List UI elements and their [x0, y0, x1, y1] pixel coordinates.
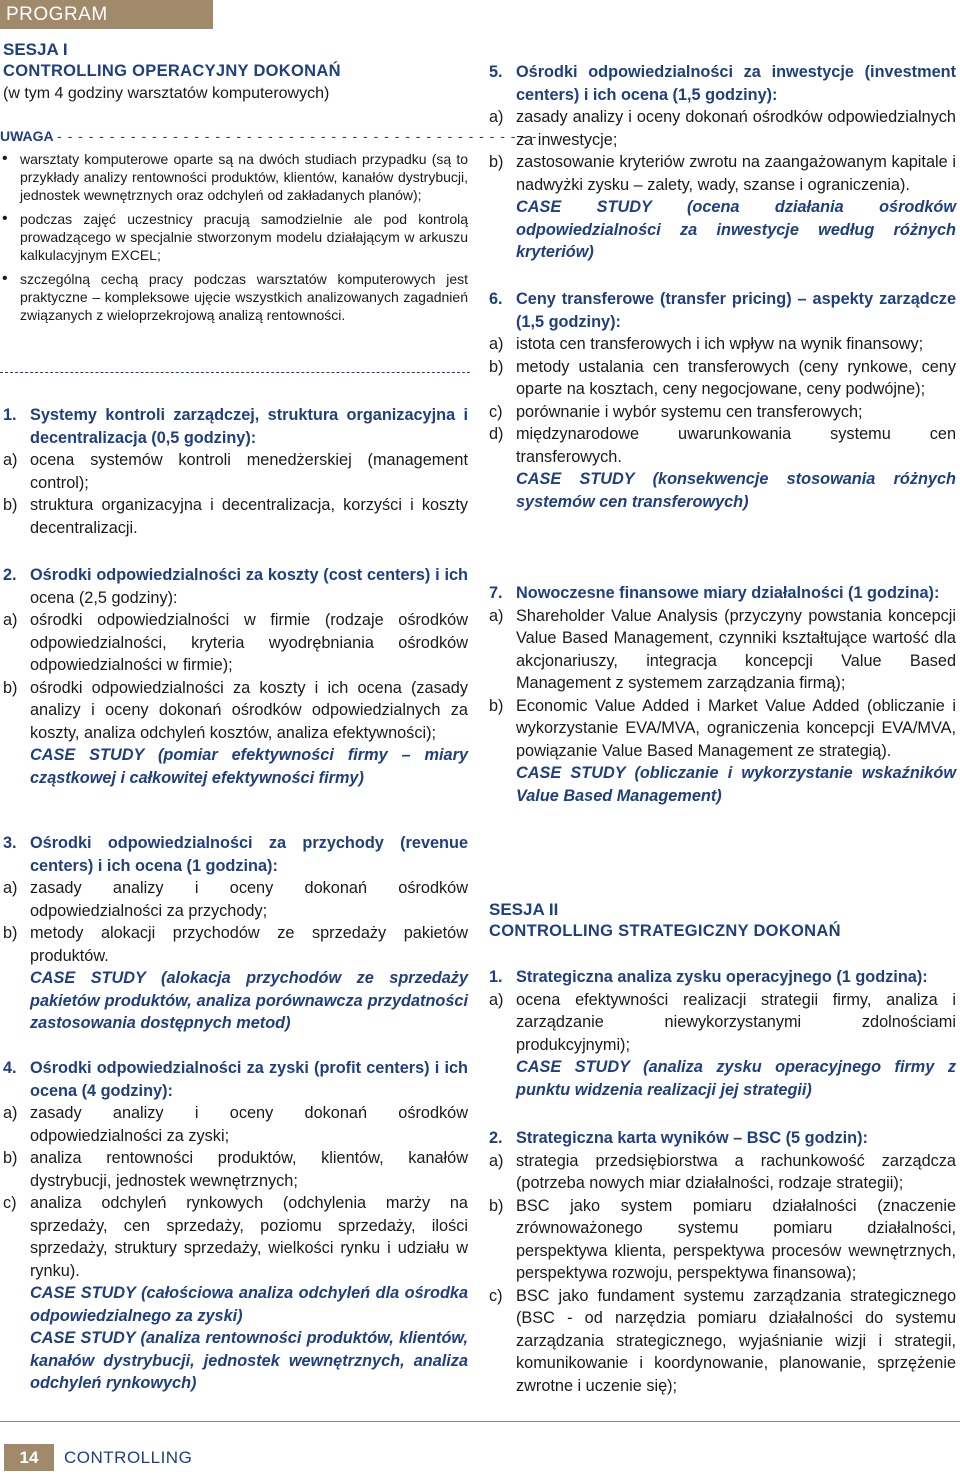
sub-text: ośrodki odpowiedzialności w firmie (rodzaje ośrodków odpowiedzialności, kryteria wyodrębniania ośrodków odpowiedzialności w firmie);: [30, 611, 468, 674]
item-number: 1.: [3, 406, 17, 424]
session-2-label: SESJA II: [489, 900, 559, 919]
item-heading: [489, 288, 956, 333]
sub-item: [489, 1150, 956, 1195]
item-number: 4.: [3, 1059, 17, 1077]
item-number: 7.: [489, 584, 503, 602]
sub-item: [3, 1102, 468, 1147]
sub-item: [489, 695, 956, 763]
item-title: Strategiczna karta wyników – BSC (5 godzin):: [516, 1129, 868, 1147]
item-number: 2.: [3, 566, 17, 584]
case-study: CASE STUDY (analiza rentowności produktów, klientów, kanałów dystrybucji, jednostek wewnętrznych, analiza odchyleń rynkowych): [30, 1329, 468, 1392]
item-heading: [3, 1057, 468, 1102]
sub-letter: c): [489, 402, 503, 421]
item-title-rest: ocena (2,5 godziny):: [30, 588, 178, 607]
session-2-title: CONTROLLING STRATEGICZNY DOKONAŃ: [489, 922, 841, 940]
sub-item: [3, 877, 468, 922]
session-1-subtitle: (w tym 4 godziny warsztatów komputerowych): [3, 85, 330, 102]
footer-title: CONTROLLING: [64, 1448, 193, 1467]
item-number: 2.: [489, 1129, 503, 1147]
sub-letter: b): [3, 924, 18, 942]
item-title: Systemy kontroli zarządczej, struktura organizacyjna i decentralizacja (0,5 godziny):: [30, 406, 468, 447]
note-bullet: • szczególną cechą pracy podczas warsztatów komputerowych jest praktyczne – kompleksowe ujęcie wszystkich analizowanych zagadnień związanych z wieloprzekrojową analizą rentowności.: [0, 270, 468, 324]
sub-item: [489, 333, 956, 356]
note-label: UWAGA: [0, 128, 54, 144]
sub-text: zasady analizy i oceny dokonań ośrodków odpowiedzialności za zyski;: [30, 1104, 468, 1145]
sub-item: [489, 106, 956, 151]
sub-text: porównanie i wybór systemu cen transferowych;: [516, 402, 863, 421]
sub-letter: a): [3, 611, 18, 629]
sub-text: międzynarodowe uwarunkowania systemu cen transferowych.: [516, 425, 956, 466]
sub-text: ocena efektywności realizacji strategii firmy, analiza i zarządzanie niewykorzystanymi zdolnościami produkcyjnymi);: [516, 990, 956, 1054]
case-study: CASE STUDY (obliczanie i wykorzystanie wskaźników Value Based Management): [516, 764, 956, 805]
sub-letter: a): [489, 108, 504, 126]
program-item-7: [489, 582, 956, 807]
sub-item: [489, 423, 956, 468]
sub-text: ośrodki odpowiedzialności za koszty i ich ocena (zasady analizy i oceny dokonań ośrodków odpowiedzialnych za koszty, analiza odchyleń kosztów, analiza efektywności);: [30, 678, 468, 742]
sub-letter: c): [489, 1286, 503, 1305]
case-study: CASE STUDY (alokacja przychodów ze sprzedaży pakietów produktów, analiza porównawcza przydatności zastosowania dostępnych metod): [30, 969, 468, 1032]
sub-item: [489, 1195, 956, 1285]
note-bullet: • podczas zajęć uczestnicy pracują samodzielnie ale pod kontrolą prowadzącego w specjalnie stworzonym modelu działającym w arkuszu kalkulacyjnym EXCEL;: [0, 210, 468, 264]
sub-item: [489, 151, 956, 196]
item-title: Ośrodki odpowiedzialności za inwestycje (investment centers) i ich ocena (1,5 godziny):: [516, 63, 956, 104]
sub-letter: a): [3, 1104, 18, 1122]
note-dashes: - - - - - - - - - - - - - - - - - - - - - - - - - - - - - - - - - - - - - - - - - - - - - -: [57, 128, 538, 144]
program-item-5: [489, 61, 956, 264]
item-number: 5.: [489, 63, 503, 81]
item-number: 1.: [489, 968, 503, 986]
case-study: CASE STUDY (ocena działania ośrodków odpowiedzialności za inwestycje według różnych kryteriów): [516, 198, 956, 261]
sub-text: istota cen transferowych i ich wpływ na wynik finansowy;: [516, 335, 924, 353]
note-bullet: • warsztaty komputerowe oparte są na dwóch studiach przypadku (są to przykłady analizy rentowności produktów, klientów, kanałów dystrybucji, jednostek wewnętrznych oraz odchyleń od zakładanych planów);: [0, 150, 468, 204]
sub-letter: b): [3, 678, 18, 697]
sub-item: [3, 677, 468, 745]
sub-letter: a): [489, 1151, 504, 1170]
item-heading: [3, 404, 468, 449]
sub-text: analiza odchyleń rynkowych (odchylenia marży na sprzedaży, cen sprzedaży, poziomu sprzedaży, ilości sprzedaży, struktury sprzedaży, wielkości rynku i udziału w rynku).: [30, 1194, 468, 1280]
sub-letter: b): [489, 153, 504, 171]
sub-item: [489, 989, 956, 1057]
program-item-1: [3, 404, 468, 539]
sub-text: metody ustalania cen transferowych (ceny rynkowe, ceny oparte na kosztach, ceny negocjowane, ceny podwójne);: [516, 357, 956, 398]
sub-text: struktura organizacyjna i decentralizacja, korzyści i koszty decentralizacji.: [30, 496, 468, 537]
sub-text: Economic Value Added i Market Value Added (obliczanie i wykorzystanie EVA/MVA, ograniczenia koncepcji EVA/MVA, powiązanie Value Based Management ze strategią).: [516, 696, 956, 760]
note-bottom-divider: [0, 372, 470, 373]
item-title: Strategiczna analiza zysku operacyjnego (1 godzina):: [516, 968, 928, 986]
program-item-2: [3, 564, 468, 789]
item-heading: [489, 61, 956, 106]
program-item-3: [3, 832, 468, 1035]
sub-letter: a): [3, 451, 18, 469]
note-list: [0, 150, 468, 330]
item-number: 6.: [489, 290, 503, 308]
program-banner: PROGRAM: [0, 0, 213, 29]
sub-text: metody alokacji przychodów ze sprzedaży pakietów produktów.: [30, 924, 468, 965]
session-1-title: CONTROLLING OPERACYJNY DOKONAŃ: [3, 62, 341, 80]
sub-text: zasady analizy i oceny dokonań ośrodków odpowiedzialnych za inwestycje;: [516, 108, 956, 149]
item-title: Ośrodki odpowiedzialności za zyski (profit centers) i ich ocena (4 godziny):: [30, 1059, 468, 1100]
sub-text: BSC jako system pomiaru działalności (znaczenie zrównoważonego systemu pomiaru działalności, perspektywa klienta, perspektywa procesów wewnętrznych, perspektywa rozwoju, perspektywa finansowa);: [516, 1196, 956, 1282]
sub-item: [3, 922, 468, 967]
sub-item: [3, 1192, 468, 1282]
item-heading: [3, 832, 468, 877]
sub-item: [3, 449, 468, 494]
page-number: 14: [4, 1444, 54, 1471]
item-heading: [489, 1127, 956, 1150]
case-study: CASE STUDY (konsekwencje stosowania różnych systemów cen transferowych): [516, 470, 956, 511]
sub-letter: d): [489, 425, 504, 443]
sub-text: strategia przedsiębiorstwa a rachunkowość zarządcza (potrzeba nowych miar działalności, rodzaje strategii);: [516, 1151, 956, 1192]
item-title: Nowoczesne finansowe miary działalności (1 godzina):: [516, 584, 940, 602]
footer-divider: [0, 1421, 960, 1422]
item-heading: [489, 966, 956, 989]
program-item-4: [3, 1057, 468, 1395]
item-heading: [489, 582, 956, 605]
sub-item: [3, 494, 468, 539]
item-heading: [3, 564, 468, 609]
note-header: [0, 128, 538, 144]
case-study: CASE STUDY (pomiar efektywności firmy – miary cząstkowej i całkowitej efektywności firmy): [30, 746, 468, 787]
sub-item: [3, 609, 468, 677]
sub-text: zastosowanie kryteriów zwrotu na zaangażowanym kapitale i nadwyżki zysku – zalety, wady, szanse i ograniczenia).: [516, 153, 956, 194]
case-study: CASE STUDY (analiza zysku operacyjnego firmy z punktu widzenia realizacji jej strategii): [516, 1058, 956, 1099]
sub-text: analiza rentowności produktów, klientów, kanałów dystrybucji, jednostek wewnętrznych;: [30, 1149, 468, 1190]
sub-item: [489, 1285, 956, 1398]
sub-item: [489, 356, 956, 401]
sub-item: [489, 605, 956, 695]
item-title: Ośrodki odpowiedzialności za koszty (cost centers) i ich: [30, 566, 468, 584]
item-title: Ośrodki odpowiedzialności za przychody (revenue centers) i ich ocena (1 godzina):: [30, 834, 468, 875]
program-item-6: [489, 288, 956, 513]
sub-letter: a): [489, 335, 504, 353]
sub-letter: c): [3, 1194, 17, 1212]
session-2-item-1: [489, 966, 956, 1101]
sub-letter: b): [3, 1149, 18, 1167]
sub-letter: b): [489, 696, 504, 715]
sub-text: BSC jako fundament systemu zarządzania strategicznego (BSC - od narzędzia pomiaru działalności do systemu zarządzania strategicznego, wyjaśnianie wizji i strategii, komunikowanie i koordynowanie, planowanie, sprzężenie zwrotne i uczenie się);: [516, 1286, 956, 1395]
sub-item: [3, 1147, 468, 1192]
session-2-item-2: [489, 1127, 956, 1397]
sub-letter: b): [489, 1196, 504, 1215]
sub-letter: a): [3, 879, 18, 897]
sub-text: Shareholder Value Analysis (przyczyny powstania koncepcji Value Based Management, czynniki kształtujące wartość dla akcjonariuszy, integracja koncepcji Value Based Management z systemem zarządzania firmą);: [516, 606, 956, 692]
case-study: CASE STUDY (całościowa analiza odchyleń dla ośrodka odpowiedzialnego za zyski): [30, 1284, 468, 1325]
sub-item: [489, 401, 956, 424]
session-1-label: SESJA I: [3, 40, 68, 59]
sub-letter: a): [489, 990, 504, 1009]
sub-text: ocena systemów kontroli menedżerskiej (management control);: [30, 451, 468, 492]
item-number: 3.: [3, 834, 17, 852]
sub-letter: a): [489, 606, 504, 625]
sub-letter: b): [489, 357, 504, 376]
item-title: Ceny transferowe (transfer pricing) – aspekty zarządcze (1,5 godziny):: [516, 290, 956, 331]
sub-letter: b): [3, 496, 18, 514]
sub-text: zasady analizy i oceny dokonań ośrodków odpowiedzialności za przychody;: [30, 879, 468, 920]
